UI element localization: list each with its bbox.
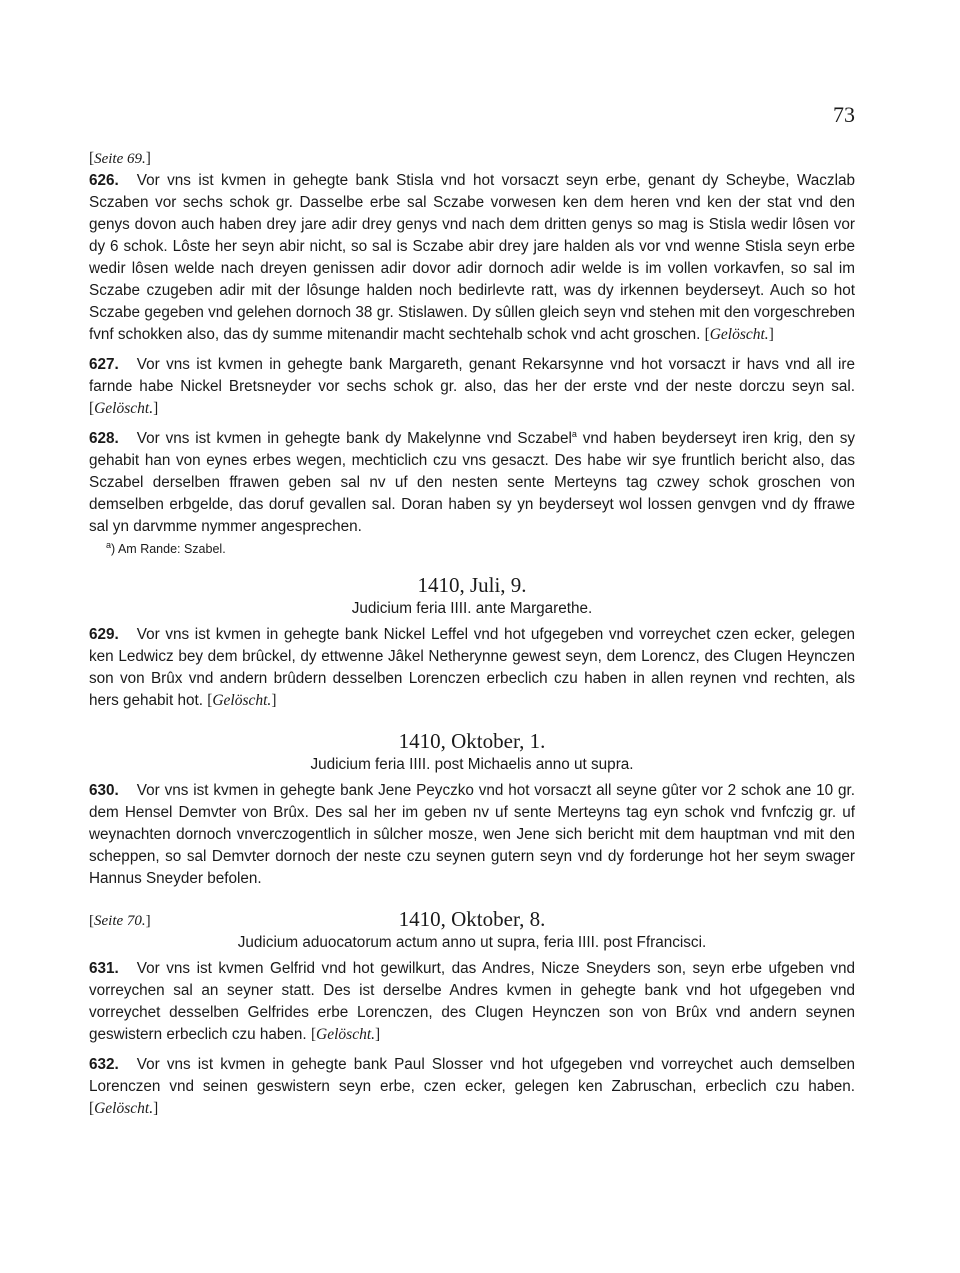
footnote-mark: a [106, 539, 112, 550]
entry-627: 627. Vor vns ist kvmen in gehegte bank Margareth, genant Rekarsynne vnd hot vorsaczt ir havs vnd all ire farnde habe Nickel Bretsneyder vor sechs schok gr. also, das her der erste vnd der neste dorczu seyn sal. [Gelöscht.] [89, 356, 855, 417]
document-page [89, 104, 855, 1120]
entry-number: 626. [89, 172, 119, 189]
entry-text: Vor vns ist kvmen Gelfrid vnd hot gewilkurt, das Andres, Nicze Sneyders son, seyn erbe ufgeben vnd vorreychen sal an seyner statt. Des ist derselbe Andres kvmen in gehegte bank vnd hot ufgegeben vnd vorreychet desselben Gelfrides erbe Lorenczen, des Clugen Heynczen son von Brûx vnd andern seynen geswistern erbeclich czu haben. [89, 960, 855, 1043]
entry-628 [89, 428, 855, 538]
entry-number: 627. [89, 356, 119, 373]
deleted-note: Gelöscht. [94, 400, 154, 417]
section-date: 1410, Oktober, 1. [398, 729, 546, 753]
entry-text-cont: vnd haben beyderseyt iren krig, den sy gehabit han von eynes erbes wegen, mechticlich czu vns gesaczt. Des habe wir sye fruntlich bericht also, das Sczabel derselben ffrawen geben sal nv uf den nesten sente Merteyns tag czwey schok groschen von demselben erbgelde, das doruf gevallen sal. Doran haben sy yn beyderseyt wol lossen genvgen vnd dy ffrawe sal yn darvmme nymmer angesprechen. [89, 430, 855, 535]
page-number: 73 [833, 102, 855, 127]
entry-text: Vor vns ist kvmen in gehegte bank Paul Slosser vnd hot ufgegeben vnd vorreychet auch demselben Lorenczen vnd seinen geswistern seyn erbe, czen ecker, gelegen ken Zabruschan, erbeclich czu haben. [89, 1056, 855, 1095]
entry-text: Vor vns ist kvmen in gehegte bank dy Makelynne vnd Sczabel [136, 430, 572, 447]
deleted-note: Gelöscht. [316, 1026, 376, 1043]
section-date: 1410, Oktober, 8. [398, 907, 546, 931]
entry-text: Vor vns ist kvmen in gehegte bank Jene Peyczko vnd hot vorsaczt all seyne gûter vor 2 schok ane 10 gr. dem Hensel Demvter von Brûx. Des sal her im geben nv uf sente Merteyns tag eyn schok vnd fvnfczig gr. uf weynachten dornoch vnverczogentlich in sûlcher mosze, wen Jene sich bericht mit dem hauptman vnd mit den scheppen, so sal Demvter dornoch der neste czu seynen gutern seyn vnd dy forderunge hot her seym swager Hannus Sneyder befolen. [89, 782, 855, 887]
entry-number: 628. [89, 430, 119, 447]
entry-632: 632. Vor vns ist kvmen in gehegte bank Paul Slosser vnd hot ufgegeben vnd vorreychet auch demselben Lorenczen vnd seinen geswistern seyn erbe, czen ecker, gelegen ken Zabruschan, erbeclich czu haben. [Gelöscht.] [89, 1056, 855, 1117]
deleted-note: Gelöscht. [709, 326, 769, 343]
seite-70-marker: [Seite 70.] [89, 913, 151, 929]
section-date: 1410, Juli, 9. [417, 573, 527, 597]
section-subtitle: Judicium feria IIII. post Michaelis anno ut supra. [310, 756, 634, 773]
section-subtitle: Judicium feria IIII. ante Margarethe. [351, 600, 593, 617]
entry-number: 630. [89, 782, 119, 799]
footnote-text: Am Rande: Szabel. [117, 542, 226, 556]
entry-number: 631. [89, 960, 119, 977]
seite-69-label: Seite 69. [94, 151, 146, 167]
footnote-mark: a [571, 428, 577, 439]
entry-text: Vor vns ist kvmen in gehegte bank Margareth, genant Rekarsynne vnd hot vorsaczt ir havs vnd all ire farnde habe Nickel Bretsneyder vor sechs schok gr. also, das her der erste vnd der neste dorczu seyn sal. [89, 356, 855, 395]
section-subtitle: Judicium aduocatorum actum anno ut supra, feria IIII. post Ffrancisci. [237, 934, 707, 951]
footnote: $^a$) Am Rande: Szabel. [106, 539, 226, 556]
entry-number: 632. [89, 1056, 119, 1073]
date-row-seite-70 [89, 906, 855, 932]
entry-626: 626. Vor vns ist kvmen in gehegte bank Stisla vnd hot vorsaczt seyn erbe, genant dy Scheybe, Waczlab Sczaben vor sechs schok gr. Dasselbe erbe sal Sczabe vorwesen ken dem heren vnd ken der stat vnd den genys dovon auch haben drey jare adir drey genys vnd nach dem dritten genys so mag is Stisla wedir lôsen vor dy 6 schok. Lôste her seyn abir nicht, so sal is Sczabe abir drey jare halden als vor vnd wenne Stisla seyn erbe wedir lôsen welde nach dreyen genissen adir dovor adir dornoch adir welde is im vollen vorkavfen, so sal im Sczabe czugeben adir mit der lôsunge halden noch bedirlevte ratt, was dy irkennen beyderseyt. Auch so hot Sczabe gegeben vnd gelehen dornoch 38 gr. Stislawen. Dy sûllen gleich seyn vnd stehen mit den vorgeschreben fvnf schokken also, das dy summe mitenandir macht sechtehalb schok vnd acht groschen. [Gelöscht.] [89, 172, 855, 343]
entry-number: 629. [89, 626, 119, 643]
deleted-note: Gelöscht. [94, 1100, 154, 1117]
entry-630 [89, 780, 855, 890]
deleted-note: Gelöscht. [212, 692, 272, 709]
entry-631: 631. Vor vns ist kvmen Gelfrid vnd hot gewilkurt, das Andres, Nicze Sneyders son, seyn erbe ufgeben vnd vorreychen sal an seyner statt. Des ist derselbe Andres kvmen in gehegte bank vnd hot ufgegeben vnd vorreychet desselben Gelfrides erbe Lorenczen, des Clugen Heynczen son von Brûx vnd andern seynen geswistern erbeclich czu haben. [Gelöscht.] [89, 960, 855, 1043]
entry-629: 629. Vor vns ist kvmen in gehegte bank Nickel Leffel vnd hot ufgegeben vnd vorreychet czen ecker, gelegen ken Ledwicz bey dem brûckel, dy ettwenne Jâkel Netherynne gewest seyn, dem Lorencz, des Clugen Heynczen son von Brûx vnd andern brûdern desselben Lorenczen erbeclich czu haben in allen reynen vnd rechten, als hers gehabit hot. [Gelöscht.] [89, 626, 855, 709]
seite-70-label: Seite 70. [94, 913, 146, 929]
seite-69-marker: [Seite 69.] [89, 150, 151, 167]
entry-text: Vor vns ist kvmen in gehegte bank Stisla vnd hot vorsaczt seyn erbe, genant dy Scheybe, Waczlab Sczaben vor sechs schok gr. Dasselbe erbe sal Sczabe vorwesen ken dem heren vnd ken der stat vnd den genys dovon auch haben drey jare adir drey genys vnd nach dem dritten genys so mag is Stisla wedir lôsen vor dy 6 schok. Lôste her seyn abir nicht, so sal is Sczabe abir drey jare halden als vor vnd wenne Stisla seyn erbe wedir lôsen welde nach dreyen genissen adir dovor adir dornoch adir welde is im vollen vorkavfen, so sal im Sczabe czugeben adir mit der lôsunge halden noch bedirlevte ratt, was dy irkennen beyderseyt. Auch so hot Sczabe gegeben vnd gelehen dornoch 38 gr. Stislawen. Dy sûllen gleich seyn vnd stehen mit den vorgeschreben fvnf schokken also, das dy summe mitenandir macht sechtehalb schok vnd acht groschen. [89, 172, 855, 343]
entry-text: Vor vns ist kvmen in gehegte bank Nickel Leffel vnd hot ufgegeben vnd vorreychet czen ecker, gelegen ken Ledwicz bey dem brûckel, dy ettwenne Jâkel Netherynne gewest seyn, dem Lorencz, des Clugen Heynczen son von Brûx vnd andern brûdern desselben Lorenczen erbeclich czu haben in allen reynen vnd rechten, als hers gehabit hot. [89, 626, 855, 709]
